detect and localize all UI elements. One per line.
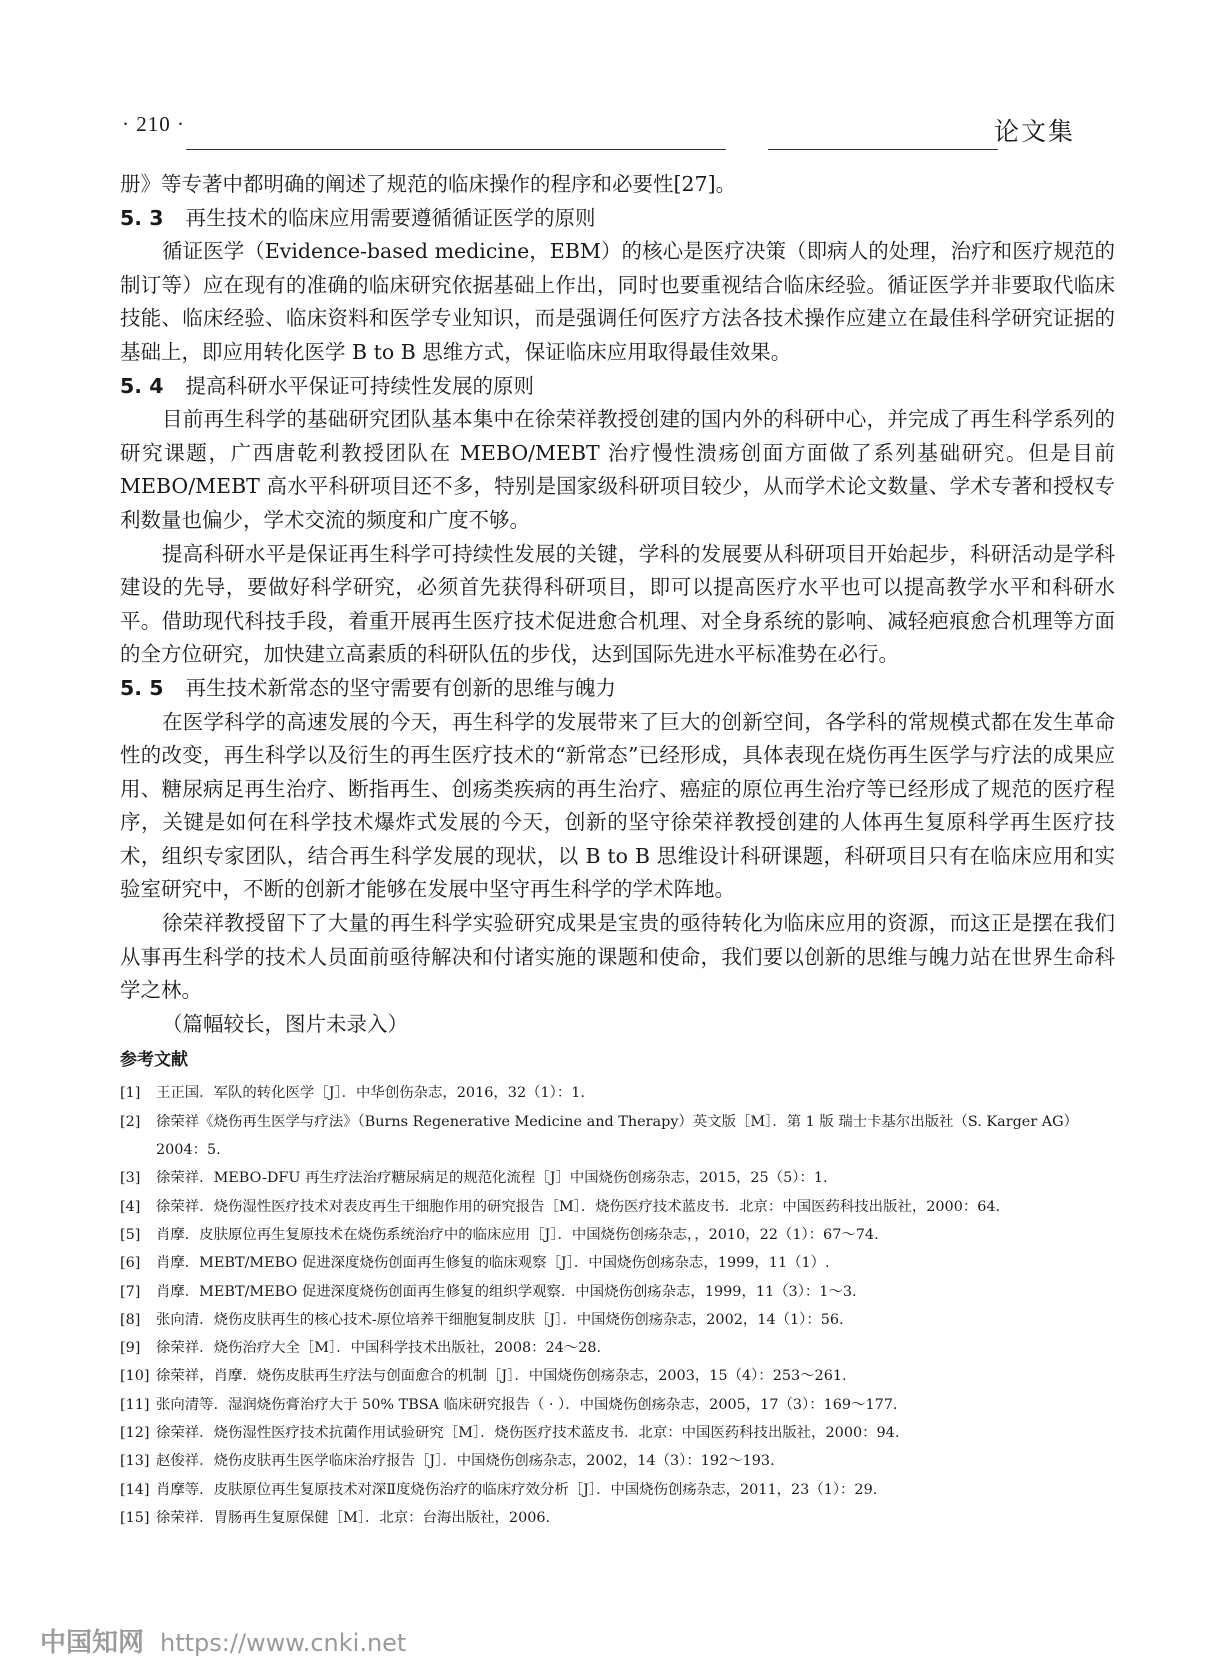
section-title: 再生技术新常态的坚守需要有创新的思维与魄力 [185,675,616,700]
article-body [120,168,1115,1532]
section-number: 5. 5 [120,675,164,700]
reference-item [120,1108,1115,1165]
section-number: 5. 3 [120,205,164,230]
header-rule [768,149,998,150]
section-title: 再生技术的临床应用需要遵循循证医学的原则 [185,205,596,230]
reference-text: 肖摩等．皮肤原位再生复原技术对深Ⅱ度烧伤治疗的临床疗效分析［J］．中国烧伤创疡杂志，2011，23（1）：29. [156,1481,878,1498]
reference-text: 肖摩．MEBT/MEBO 促进深度烧伤创面再生修复的临床观察［J］．中国烧伤创疡杂志，1999，11（1）. [156,1255,830,1272]
reference-text: 徐荣祥．烧伤湿性医疗技术对表皮再生干细胞作用的研究报告［M］．烧伤医疗技术蓝皮书．北京：中国医药科技出版社，2000：64. [156,1198,1001,1215]
book-title: 论文集 [993,117,1075,146]
reference-item [120,1362,1115,1390]
reference-number: [3] [120,1170,141,1187]
reference-item [120,1419,1115,1447]
reference-number: [14] [120,1481,150,1498]
reference-item [120,1221,1115,1249]
reference-item [120,1306,1115,1334]
reference-text: 肖摩．皮肤原位再生复原技术在烧伤系统治疗中的临床应用［J］．中国烧伤创疡杂志，，2010，22（1）：67～74. [156,1226,879,1243]
section-heading [120,202,1115,236]
section-number: 5. 4 [120,373,164,398]
reference-item [120,1334,1115,1362]
continuation-paragraph: 册》等专著中都明确的阐述了规范的临床操作的程序和必要性[27]。 [120,172,737,196]
reference-text: 徐荣祥．烧伤治疗大全［M］．中国科学技术出版社，2008：24～28. [156,1340,602,1357]
reference-number: [5] [120,1226,141,1243]
section-5-5 [120,672,1115,1008]
cnki-logo: 中国知网 [40,1628,145,1658]
reference-text: 徐荣祥．MEBO-DFU 再生疗法治疗糖尿病足的规范化流程［J］中国烧伤创疡杂志，2015，25（5）：1. [156,1170,828,1187]
paragraph: 徐荣祥教授留下了大量的再生科学实验研究成果是宝贵的亟待转化为临床应用的资源，而这正是摆在我们从事再生科学的技术人员面前亟待解决和付诸实施的课题和使命，我们要以创新的思维与魄力站在世界生命科学之林。 [120,911,1115,1003]
reference-item [120,1504,1115,1532]
page-number: · 210 · [122,112,185,136]
reference-number: [13] [120,1453,150,1470]
reference-number: [2] [120,1113,141,1130]
references-title: 参考文献 [120,1050,188,1071]
section-title: 提高科研水平保证可持续性发展的原则 [185,373,534,398]
omission-note: （篇幅较长，图片未录入） [162,1011,408,1036]
reference-text: 张向清．烧伤皮肤再生的核心技术-原位培养干细胞复制皮肤［J］．中国烧伤创疡杂志，2002，14（1）：56. [156,1311,844,1328]
cnki-url[interactable]: https://www.cnki.net [160,1629,407,1657]
reference-item [120,1391,1115,1419]
reference-number: [12] [120,1425,150,1441]
section-5-3 [120,202,1115,370]
reference-text: 肖摩．MEBT/MEBO 促进深度烧伤创面再生修复的组织学观察．中国烧伤创疡杂志，1999，11（3）：1～3. [156,1283,857,1300]
reference-number: [15] [120,1509,150,1526]
reference-number: [11] [120,1396,150,1413]
reference-item [120,1079,1115,1107]
paragraph: 目前再生科学的基础研究团队基本集中在徐荣祥教授创建的国内外的科研中心，并完成了再生科学系列的研究课题，广西唐乾利教授团队在 MEBO/MEBT 治疗慢性溃疡创面方面做了系列基础研究。但是目前 MEBO/MEBT 高水平科研项目还不多，特别是国家级科研项目较少，从而学术论文数量、学术专著和授权专利数量也偏少，学术交流的频度和广度不够。 [120,407,1115,532]
reference-number: [1] [120,1085,141,1102]
reference-item [120,1249,1115,1277]
reference-text: 徐荣祥《烧伤再生医学与疗法》（Burns Regenerative Medicine and Therapy）英文版［M］．第 1 版 瑞士卡基尔出版社（S. Karger AG）2004：5. [156,1113,1079,1159]
references-list [120,1079,1115,1532]
reference-item [120,1278,1115,1306]
reference-number: [9] [120,1340,141,1357]
paragraph: 在医学科学的高速发展的今天，再生科学的发展带来了巨大的创新空间，各学科的常规模式都在发生革命性的改变，再生科学以及衍生的再生医疗技术的“新常态”已经形成，具体表现在烧伤再生医学与疗法的成果应用、糖尿病足再生治疗、断指再生、创疡类疾病的再生治疗、癌症的原位再生治疗等已经形成了规范的医疗程序，关键是如何在科学技术爆炸式发展的今天，创新的坚守徐荣祥教授创建的人体再生复原科学再生医疗技术，组织专家团队，结合再生科学发展的现状，以 B to B 思维设计科研课题，科研项目只有在临床应用和实验室研究中，不断的创新才能够在发展中坚守再生科学的学术阵地。 [120,709,1115,902]
reference-number: [7] [120,1283,141,1300]
paragraph: 提高科研水平是保证再生科学可持续性发展的关键，学科的发展要从科研项目开始起步，科研活动是学科建设的先导，要做好科学研究，必须首先获得科研项目，即可以提高医疗水平也可以提高教学水平和科研水平。借助现代科技手段，着重开展再生医疗技术促进愈合机理、对全身系统的影响、减轻疤痕愈合机理等方面的全方位研究，加快建立高素质的科研队伍的步伐，达到国际先进水平标准势在必行。 [120,541,1115,667]
section-heading [120,370,1115,404]
reference-item [120,1476,1115,1504]
reference-text: 王正国．军队的转化医学［J］．中华创伤杂志，2016，32（1）：1. [156,1085,585,1102]
reference-item [120,1164,1115,1192]
reference-text: 徐荣祥．烧伤湿性医疗技术抗菌作用试验研究［M］．烧伤医疗技术蓝皮书．北京：中国医药科技出版社，2000：94. [156,1425,900,1441]
section-5-4 [120,370,1115,672]
reference-item [120,1447,1115,1475]
paragraph: 循证医学（Evidence-based medicine，EBM）的核心是医疗决策（即病人的处理，治疗和医疗规范的制订等）应在现有的准确的临床研究依据基础上作出，同时也要重视结合临床经验。循证医学并非要取代临床技能、临床经验、临床资料和医学专业知识，而是强调任何医疗方法各技术操作应建立在最佳科学研究证据的基础上，即应用转化医学 B to B 思维方式，保证临床应用取得最佳效果。 [120,239,1115,364]
reference-text: 徐荣祥．胃肠再生复原保健［M］．北京：台海出版社，2006. [156,1509,551,1526]
reference-text: 徐荣祥，肖摩．烧伤皮肤再生疗法与创面愈合的机制［J］．中国烧伤创疡杂志，2003，15（4）：253～261. [156,1368,847,1385]
section-heading [120,672,1115,706]
cnki-watermark [40,1622,406,1659]
reference-number: [6] [120,1255,141,1272]
reference-text: 赵俊祥．烧伤皮肤再生医学临床治疗报告［J］．中国烧伤创疡杂志，2002，14（3）：192～193. [156,1453,775,1470]
header-rule [186,149,726,150]
reference-number: [4] [120,1198,141,1215]
reference-number: [10] [120,1368,150,1385]
reference-item [120,1193,1115,1221]
page-header [120,112,1115,160]
reference-number: [8] [120,1311,141,1328]
reference-text: 张向清等．湿润烧伤膏治疗大于 50% TBSA 临床研究报告（ · ）．中国烧伤创疡杂志，2005，17（3）：169～177. [156,1396,898,1413]
